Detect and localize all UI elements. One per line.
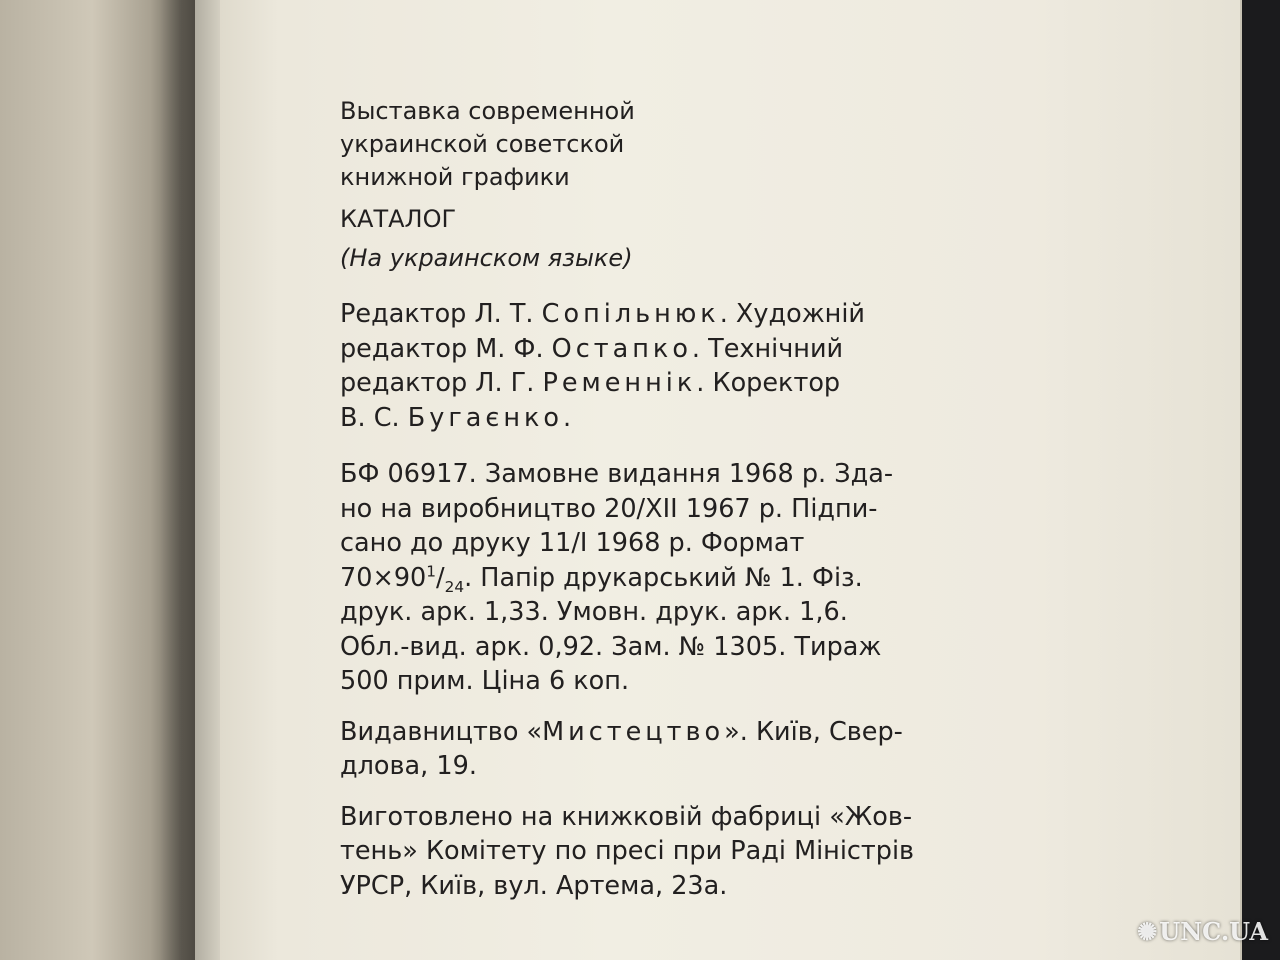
editors-credits bbox=[340, 297, 1020, 435]
watermark-text: UNC.UA bbox=[1159, 917, 1268, 946]
binding-shadow bbox=[150, 0, 220, 960]
sparkle-icon: ✺ bbox=[1137, 917, 1158, 946]
format-slash: / bbox=[436, 562, 445, 593]
editor-surname: Остапко bbox=[551, 333, 692, 364]
editor-role-next: . Художній bbox=[719, 299, 865, 329]
editor-role: редактор Л. Г. bbox=[340, 368, 543, 398]
editors-line bbox=[340, 332, 1020, 367]
edition-details bbox=[340, 457, 1020, 699]
editor-role-next: . bbox=[563, 402, 572, 433]
editor-role: Редактор Л. Т. bbox=[340, 299, 542, 329]
printer-line: Виготовлено на книжковій фабриці «Жов- bbox=[340, 801, 913, 832]
publisher-line bbox=[340, 715, 1020, 750]
editor-role-next: . Технічний bbox=[691, 333, 844, 364]
publisher-suffix: ». Київ, Свер- bbox=[724, 716, 903, 747]
publisher-name: Мистецтво bbox=[542, 716, 725, 747]
editor-role: редактор М. Ф. bbox=[340, 333, 552, 364]
publisher-prefix: Видавництво « bbox=[340, 716, 543, 747]
edition-line: друк. арк. 1,33. Умовн. друк. арк. 1,6. bbox=[340, 597, 848, 627]
colophon-text bbox=[340, 95, 1020, 903]
title-line: Выставка современной bbox=[340, 97, 635, 125]
editor-surname: Ременнік bbox=[542, 368, 697, 398]
title-line: украинской советской bbox=[340, 130, 625, 158]
site-watermark bbox=[1137, 917, 1268, 946]
printer-info bbox=[340, 800, 1020, 904]
printer-line: тень» Комітету по пресі при Раді Міністрів bbox=[340, 836, 915, 866]
catalog-label: КАТАЛОГ bbox=[340, 205, 457, 233]
edition-line: но на виробництво 20/XII 1967 р. Підпи- bbox=[340, 493, 878, 524]
publisher-line: длова, 19. bbox=[340, 751, 477, 781]
editor-surname: Сопільнюк bbox=[541, 299, 720, 329]
edition-line: сано до друку 11/І 1968 р. Формат bbox=[340, 528, 805, 558]
editor-role: В. С. bbox=[340, 402, 408, 433]
format-rest: . Папір друкарський № 1. Фіз. bbox=[464, 562, 863, 593]
editor-role-next: . Коректор bbox=[696, 368, 841, 398]
publisher-info bbox=[340, 715, 1020, 784]
edition-line: Обл.-вид. арк. 0,92. Зам. № 1305. Тираж bbox=[340, 631, 882, 662]
printer-line: УРСР, Київ, вул. Артема, 23а. bbox=[340, 870, 728, 901]
format-base: 70×90 bbox=[340, 562, 427, 593]
edition-line: 500 прим. Ціна 6 коп. bbox=[340, 666, 630, 696]
exhibition-title bbox=[340, 95, 1020, 194]
format-line bbox=[340, 561, 1020, 596]
title-line: книжной графики bbox=[340, 163, 570, 191]
language-note: (На украинском языке) bbox=[340, 244, 633, 272]
editors-line bbox=[340, 401, 1020, 436]
right-page bbox=[195, 0, 1242, 960]
editors-line bbox=[340, 297, 1020, 332]
edition-line: БФ 06917. Замовне видання 1968 р. Зда- bbox=[340, 459, 894, 489]
format-sup: 1 bbox=[426, 562, 436, 580]
editors-line bbox=[340, 366, 1020, 401]
format-sub: 24 bbox=[444, 577, 465, 596]
editor-surname: Бугаєнко bbox=[407, 402, 564, 433]
